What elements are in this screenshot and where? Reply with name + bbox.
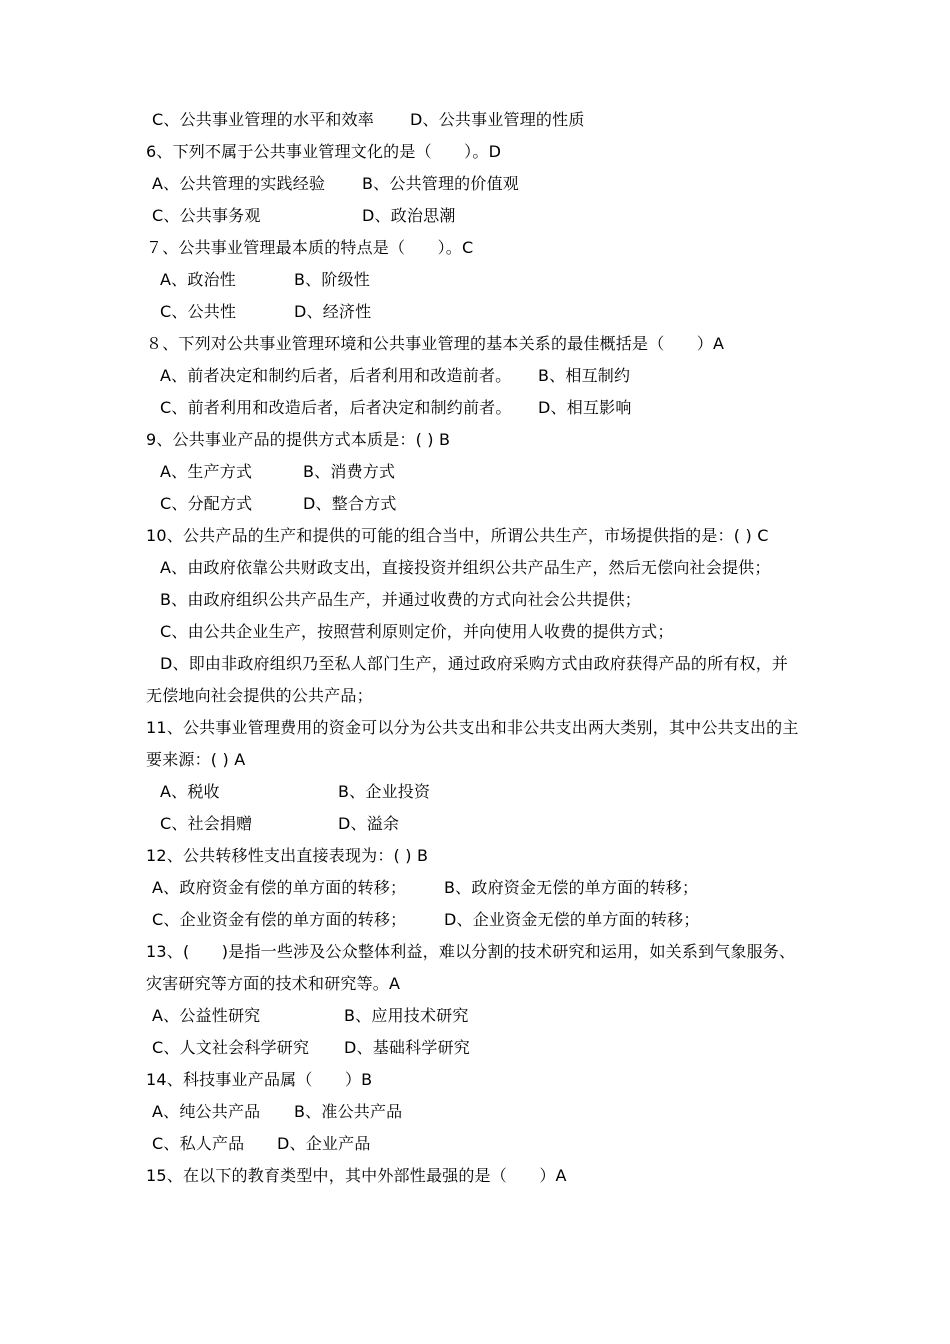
option-11b: B、企业投资 xyxy=(338,782,431,801)
option-8b: B、相互制约 xyxy=(538,366,631,385)
question-12: 12、公共转移性支出直接表现为：( ) B xyxy=(146,846,429,865)
option-7a: A、政治性 xyxy=(160,270,236,289)
option-11a: A、税收 xyxy=(160,782,220,801)
question-9: 9、公共事业产品的提供方式本质是：( ) B xyxy=(146,430,451,449)
option-6c: C、公共事务观 xyxy=(152,206,261,225)
option-12c: C、企业资金有偿的单方面的转移； xyxy=(152,910,407,929)
option-7d: D、经济性 xyxy=(294,302,372,321)
option-5c: C、公共事业管理的水平和效率 xyxy=(152,110,374,129)
option-9a: A、生产方式 xyxy=(160,462,253,481)
option-12a: A、政府资金有偿的单方面的转移； xyxy=(152,878,407,897)
option-14a: A、纯公共产品 xyxy=(152,1102,261,1121)
option-10a: A、由政府依靠公共财政支出，直接投资并组织公共产品生产，然后无偿向社会提供； xyxy=(160,558,771,577)
option-13d: D、基础科学研究 xyxy=(344,1038,470,1057)
option-13c: C、人文社会科学研究 xyxy=(152,1038,310,1057)
option-9c: C、分配方式 xyxy=(160,494,253,513)
question-11-line1: 11、公共事业管理费用的资金可以分为公共支出和非公共支出两大类别，其中公共支出的主 xyxy=(146,718,799,737)
option-6a: A、公共管理的实践经验 xyxy=(152,174,326,193)
option-7b: B、阶级性 xyxy=(294,270,370,289)
option-14c: C、私人产品 xyxy=(152,1134,245,1153)
option-10d-line2: 无偿地向社会提供的公共产品； xyxy=(146,686,373,705)
option-7c: C、公共性 xyxy=(160,302,237,321)
option-5d: D、公共事业管理的性质 xyxy=(410,110,585,129)
option-11d: D、溢余 xyxy=(338,814,400,833)
question-13-line1: 13、( )是指一些涉及公众整体利益，难以分割的技术研究和运用，如关系到气象服务、 xyxy=(146,942,796,961)
question-15: 15、在以下的教育类型中，其中外部性最强的是（ ）A xyxy=(146,1166,567,1185)
option-11c: C、社会捐赠 xyxy=(160,814,253,833)
question-14: 14、科技事业产品属（ ）B xyxy=(146,1070,373,1089)
option-8d: D、相互影响 xyxy=(538,398,632,417)
question-10: 10、公共产品的生产和提供的可能的组合当中，所谓公共生产，市场提供指的是：( ) C xyxy=(146,526,769,545)
option-9b: B、消费方式 xyxy=(303,462,396,481)
question-6: 6、下列不属于公共事业管理文化的是（ ）。D xyxy=(146,142,502,161)
question-11-line2: 要来源：( ) A xyxy=(146,750,246,769)
option-13a: A、公益性研究 xyxy=(152,1006,261,1025)
option-6b: B、公共管理的价值观 xyxy=(362,174,519,193)
option-10c: C、由公共企业生产，按照营利原则定价，并向使用人收费的提供方式； xyxy=(160,622,674,641)
question-7: ７、公共事业管理最本质的特点是（ ）。C xyxy=(146,238,474,257)
option-10d-line1: D、即由非政府组织乃至私人部门生产，通过政府采购方式由政府获得产品的所有权，并 xyxy=(160,654,789,673)
question-8: ８、下列对公共事业管理环境和公共事业管理的基本关系的最佳概括是（ ）A xyxy=(146,334,725,353)
option-6d: D、政治思潮 xyxy=(362,206,456,225)
question-13-line2: 灾害研究等方面的技术和研究等。A xyxy=(146,974,401,993)
option-8c: C、前者利用和改造后者，后者决定和制约前者。 xyxy=(160,398,512,417)
option-14b: B、准公共产品 xyxy=(294,1102,403,1121)
option-12d: D、企业资金无偿的单方面的转移； xyxy=(444,910,700,929)
option-10b: B、由政府组织公共产品生产，并通过收费的方式向社会公共提供； xyxy=(160,590,641,609)
option-13b: B、应用技术研究 xyxy=(344,1006,469,1025)
option-12b: B、政府资金无偿的单方面的转移； xyxy=(444,878,699,897)
option-14d: D、企业产品 xyxy=(277,1134,371,1153)
option-8a: A、前者决定和制约后者，后者利用和改造前者。 xyxy=(160,366,512,385)
option-9d: D、整合方式 xyxy=(303,494,397,513)
